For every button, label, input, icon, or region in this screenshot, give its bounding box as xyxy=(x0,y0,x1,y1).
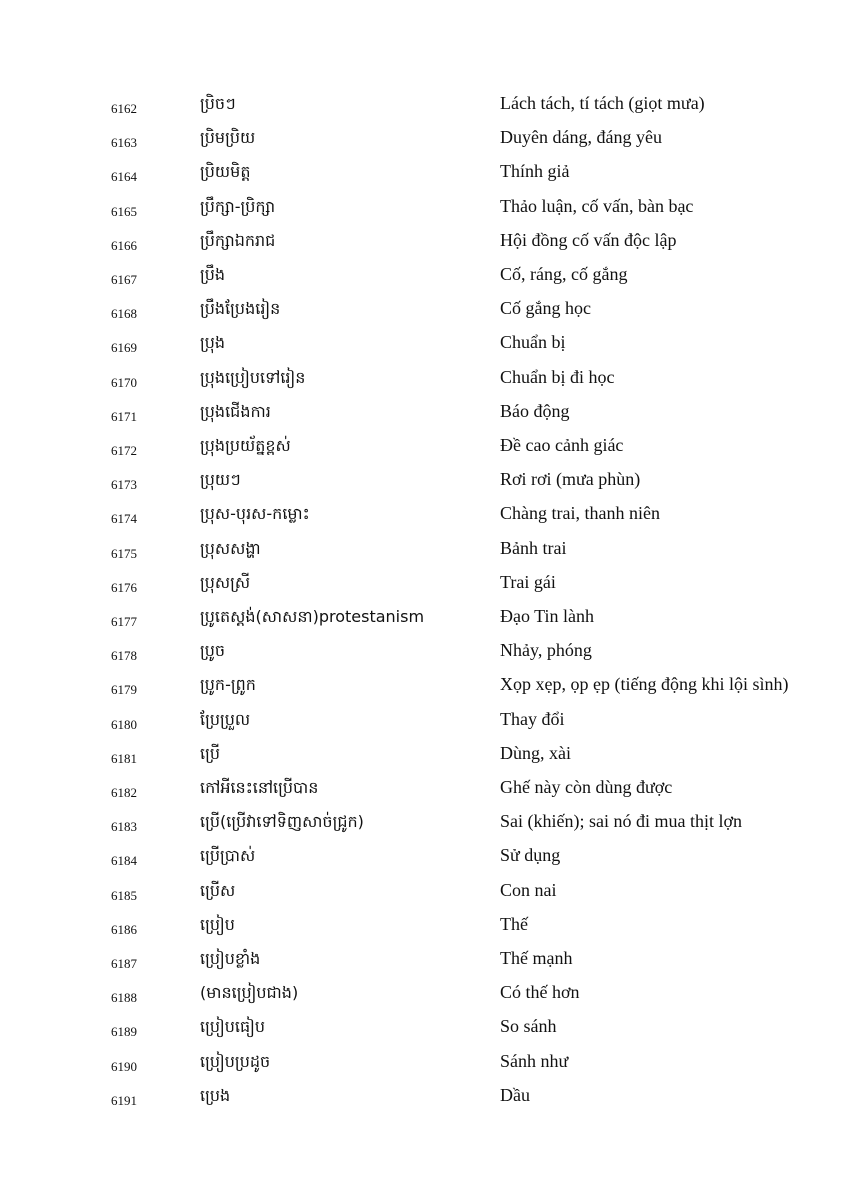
entry-row xyxy=(0,1014,848,1048)
vietnamese-translation: Sử dụng xyxy=(500,845,561,866)
vietnamese-translation: Trai gái xyxy=(500,571,556,592)
vietnamese-translation: Duyên dáng, đáng yêu xyxy=(500,127,662,148)
entry-row xyxy=(0,809,848,843)
entry-row xyxy=(0,707,848,741)
entry-number: 6162 xyxy=(111,101,137,116)
khmer-term: ប្រើ(ប្រើវាទៅទិញសាច់ជ្រូក) xyxy=(200,812,364,832)
entry-number: 6180 xyxy=(111,716,137,732)
khmer-term: ប្រូតេស្តង់(សាសនា)protestanism xyxy=(200,607,425,626)
khmer-term: ប្រេង xyxy=(200,1085,231,1105)
khmer-term: ប្រៀប xyxy=(200,914,235,934)
entry-number: 6179 xyxy=(111,682,137,698)
khmer-term: ប្រុសស្រី xyxy=(200,572,251,592)
vietnamese-translation: Báo động xyxy=(500,400,570,421)
vietnamese-translation: So sánh xyxy=(500,1016,557,1037)
khmer-term: ប្រិយមិត្ត xyxy=(200,162,251,182)
entry-row xyxy=(0,843,848,877)
vietnamese-translation: Có thế hơn xyxy=(500,982,580,1003)
vietnamese-translation: Sánh như xyxy=(500,1050,569,1071)
entry-number: 6175 xyxy=(111,545,137,561)
entry-row xyxy=(0,570,848,604)
khmer-term: ប្រៀបធៀប xyxy=(200,1017,266,1037)
vietnamese-translation: Thế mạnh xyxy=(500,948,573,968)
entry-number: 6184 xyxy=(111,853,137,869)
khmer-term: ប្រើប្រាស់ xyxy=(200,846,256,866)
khmer-term: ប្រឹក្សាឯករាជ xyxy=(200,230,276,250)
entry-row xyxy=(0,604,848,638)
entry-row xyxy=(0,262,848,296)
vietnamese-translation: Đề cao cảnh giác xyxy=(500,435,624,455)
entry-number: 6186 xyxy=(111,921,137,937)
vietnamese-translation: Nhảy, phóng xyxy=(500,640,592,661)
entry-number: 6164 xyxy=(111,169,137,185)
khmer-term: ប្រុយៗ xyxy=(200,470,241,490)
khmer-term: ប្រូក-ព្រូក xyxy=(200,675,256,695)
entry-number: 6185 xyxy=(111,887,137,903)
khmer-term: ប្រុងប្រៀបទៅរៀន xyxy=(200,367,306,387)
entry-row xyxy=(0,672,848,706)
vietnamese-translation: Xọp xẹp, ọp ẹp (tiếng động khi lội sình) xyxy=(500,674,789,695)
vietnamese-translation: Chuẩn bị xyxy=(500,332,566,353)
entry-number: 6182 xyxy=(111,785,137,800)
khmer-term: ប្រែប្រួល xyxy=(200,709,251,729)
entry-row xyxy=(0,194,848,228)
vietnamese-translation: Rơi rơi (mưa phùn) xyxy=(500,469,641,490)
khmer-term: ប្រើស xyxy=(200,880,236,900)
entry-row xyxy=(0,159,848,193)
entry-number: 6173 xyxy=(111,477,137,493)
vietnamese-translation: Thính giả xyxy=(500,161,570,182)
vietnamese-translation: Chàng trai, thanh niên xyxy=(500,503,660,524)
vietnamese-translation: Đạo Tin lành xyxy=(500,606,595,626)
entry-number: 6166 xyxy=(111,237,137,253)
entry-row xyxy=(0,365,848,399)
entry-number: 6183 xyxy=(111,819,137,835)
entry-number: 6171 xyxy=(111,408,137,424)
entry-number: 6177 xyxy=(111,614,137,629)
entry-row xyxy=(0,912,848,946)
entry-row xyxy=(0,433,848,467)
entry-row xyxy=(0,1083,848,1117)
entry-row xyxy=(0,536,848,570)
vietnamese-translation: Thảo luận, cố vấn, bàn bạc xyxy=(500,195,694,216)
khmer-term: ប្រឹងប្រែងរៀន xyxy=(200,299,281,319)
vietnamese-translation: Dùng, xài xyxy=(500,742,571,763)
khmer-term: ប្រៀបប្រដូច xyxy=(200,1051,271,1071)
entry-row xyxy=(0,775,848,809)
entry-number: 6165 xyxy=(111,203,137,219)
entry-row xyxy=(0,878,848,912)
entry-number: 6181 xyxy=(111,750,137,766)
vietnamese-translation: Dầu xyxy=(500,1084,530,1105)
vietnamese-translation: Thay đổi xyxy=(500,708,565,729)
entry-row xyxy=(0,125,848,159)
entry-row xyxy=(0,741,848,775)
entry-row xyxy=(0,228,848,262)
entry-number: 6178 xyxy=(111,648,137,664)
entry-number: 6163 xyxy=(111,135,137,151)
khmer-term: ប្រូច xyxy=(200,641,226,661)
khmer-term: (មានប្រៀបជាង) xyxy=(200,983,299,1003)
vietnamese-translation: Bảnh trai xyxy=(500,537,567,558)
entry-number: 6188 xyxy=(111,990,137,1006)
entry-row xyxy=(0,91,848,125)
khmer-term: ប្រិចៗ xyxy=(200,94,236,113)
vietnamese-translation: Chuẩn bị đi học xyxy=(500,366,615,387)
entry-row xyxy=(0,330,848,364)
vietnamese-translation: Cố, ráng, cố gắng xyxy=(500,264,628,284)
khmer-term: ប្រឹក្សា-ប្រិក្សា xyxy=(200,196,276,216)
entry-row xyxy=(0,467,848,501)
khmer-term: ប្រិមប្រិយ xyxy=(200,128,256,148)
entry-number: 6176 xyxy=(111,579,137,595)
entry-number: 6190 xyxy=(111,1058,137,1074)
entry-row xyxy=(0,638,848,672)
vietnamese-translation: Ghế này còn dùng được xyxy=(500,777,673,797)
khmer-term: ប្រុសសង្ហា xyxy=(200,538,261,558)
vietnamese-translation: Thế xyxy=(500,913,528,934)
entry-number: 6172 xyxy=(111,443,137,458)
vietnamese-translation: Hội đồng cố vấn độc lập xyxy=(500,229,677,250)
entry-row xyxy=(0,980,848,1014)
vietnamese-translation: Lách tách, tí tách (giọt mưa) xyxy=(500,93,705,113)
entry-number: 6168 xyxy=(111,306,137,322)
khmer-term: ប្រុងប្រយ័ត្នខ្ពស់ xyxy=(200,436,291,455)
khmer-term: ប្រើ xyxy=(200,743,220,763)
khmer-term: ប្រុងជើងការ xyxy=(200,401,271,421)
khmer-term: ប្រឹង xyxy=(200,265,226,284)
khmer-term: កៅអីនេះនៅប្រើបាន xyxy=(200,778,319,797)
entry-row xyxy=(0,1049,848,1083)
khmer-term: ប្រៀបខ្លាំង xyxy=(200,949,261,968)
khmer-term: ប្រុង xyxy=(200,333,226,353)
entry-number: 6174 xyxy=(111,511,137,527)
entry-row xyxy=(0,946,848,980)
entry-number: 6187 xyxy=(111,956,137,971)
vietnamese-translation: Cố gắng học xyxy=(500,298,591,319)
vietnamese-translation: Sai (khiến); sai nó đi mua thịt lợn xyxy=(500,811,742,832)
entry-number: 6191 xyxy=(111,1092,137,1108)
entry-number: 6170 xyxy=(111,374,137,390)
entry-number: 6167 xyxy=(111,272,137,287)
vietnamese-translation: Con nai xyxy=(500,879,557,900)
entry-row xyxy=(0,296,848,330)
khmer-term: ប្រុស-បុរស-កម្លោះ xyxy=(200,504,310,524)
entry-row xyxy=(0,501,848,535)
entry-row xyxy=(0,399,848,433)
entry-number: 6189 xyxy=(111,1024,137,1040)
entry-number: 6169 xyxy=(111,340,137,356)
